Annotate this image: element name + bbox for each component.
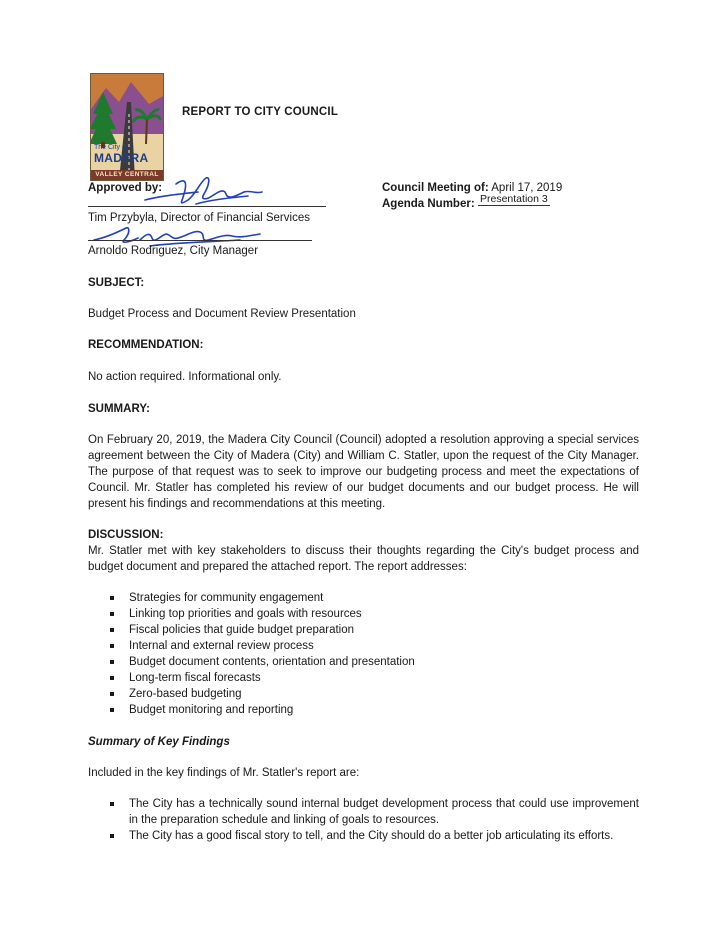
- discussion-heading: DISCUSSION:: [88, 529, 164, 541]
- list-item: Long-term fiscal forecasts: [88, 670, 639, 686]
- list-item: Fiscal policies that guide budget preparation: [88, 622, 639, 638]
- list-item: Budget document contents, orientation and presentation: [88, 654, 639, 670]
- summary-heading: SUMMARY:: [88, 403, 150, 415]
- agenda-number-value: Presentation 3: [478, 193, 550, 206]
- logo-band-text: VALLEY CENTRAL: [91, 170, 163, 180]
- subject-heading: SUBJECT:: [88, 277, 145, 289]
- recommendation-heading: RECOMMENDATION:: [88, 339, 204, 351]
- approved-by-label: Approved by:: [88, 182, 163, 194]
- list-item: Zero-based budgeting: [88, 686, 639, 702]
- subject-text: Budget Process and Document Review Presentation: [88, 308, 356, 320]
- report-title: REPORT TO CITY COUNCIL: [182, 106, 339, 118]
- council-meeting-date: April 17, 2019: [491, 182, 563, 194]
- discussion-paragraph: Mr. Statler met with key stakeholders to discuss their thoughts regarding the City's budget process and budget document and prepared the attached report. The report addresses:: [88, 545, 639, 573]
- logo-small-text: The City of: [94, 144, 128, 151]
- list-item: Linking top priorities and goals with resources: [88, 606, 639, 622]
- signature-line-2: [88, 240, 312, 241]
- agenda-number-row: [382, 193, 550, 212]
- list-item: The City has a technically sound internal budget development process that could use improvement in the preparation schedule and linking of goals to resources.: [88, 796, 639, 828]
- signer-2-name: Arnoldo Rodriguez, City Manager: [88, 245, 259, 257]
- key-findings-list: [88, 796, 639, 844]
- signer-1-name: Tim Przybyla, Director of Financial Services: [88, 212, 310, 224]
- list-item: The City has a good fiscal story to tell, and the City should do a better job articulating its efforts.: [88, 828, 639, 844]
- summary-paragraph: On February 20, 2019, the Madera City Council (Council) adopted a resolution approving a special services agreement between the City of Madera (City) and William C. Statler, upon the request of the City Manager. The purpose of that request was to seek to improve our budgeting process and meet the expectations of Council. Mr. Statler has completed his review of our budget documents and our budget process. He will present his findings and recommendations at this meeting.: [88, 434, 639, 510]
- list-item: Budget monitoring and reporting: [88, 702, 639, 718]
- recommendation-text: No action required. Informational only.: [88, 371, 282, 383]
- city-of-madera-logo: [90, 73, 164, 181]
- discussion-topic-list: [88, 590, 639, 718]
- agenda-number-label: Agenda Number:: [382, 198, 475, 210]
- list-item: Internal and external review process: [88, 638, 639, 654]
- list-item: Strategies for community engagement: [88, 590, 639, 606]
- key-findings-intro: Included in the key findings of Mr. Statler's report are:: [88, 767, 360, 779]
- council-meeting-label: Council Meeting of:: [382, 182, 489, 194]
- signature-line-1: [88, 206, 326, 207]
- key-findings-heading: Summary of Key Findings: [88, 736, 230, 748]
- logo-city-name: MADERA: [94, 151, 149, 165]
